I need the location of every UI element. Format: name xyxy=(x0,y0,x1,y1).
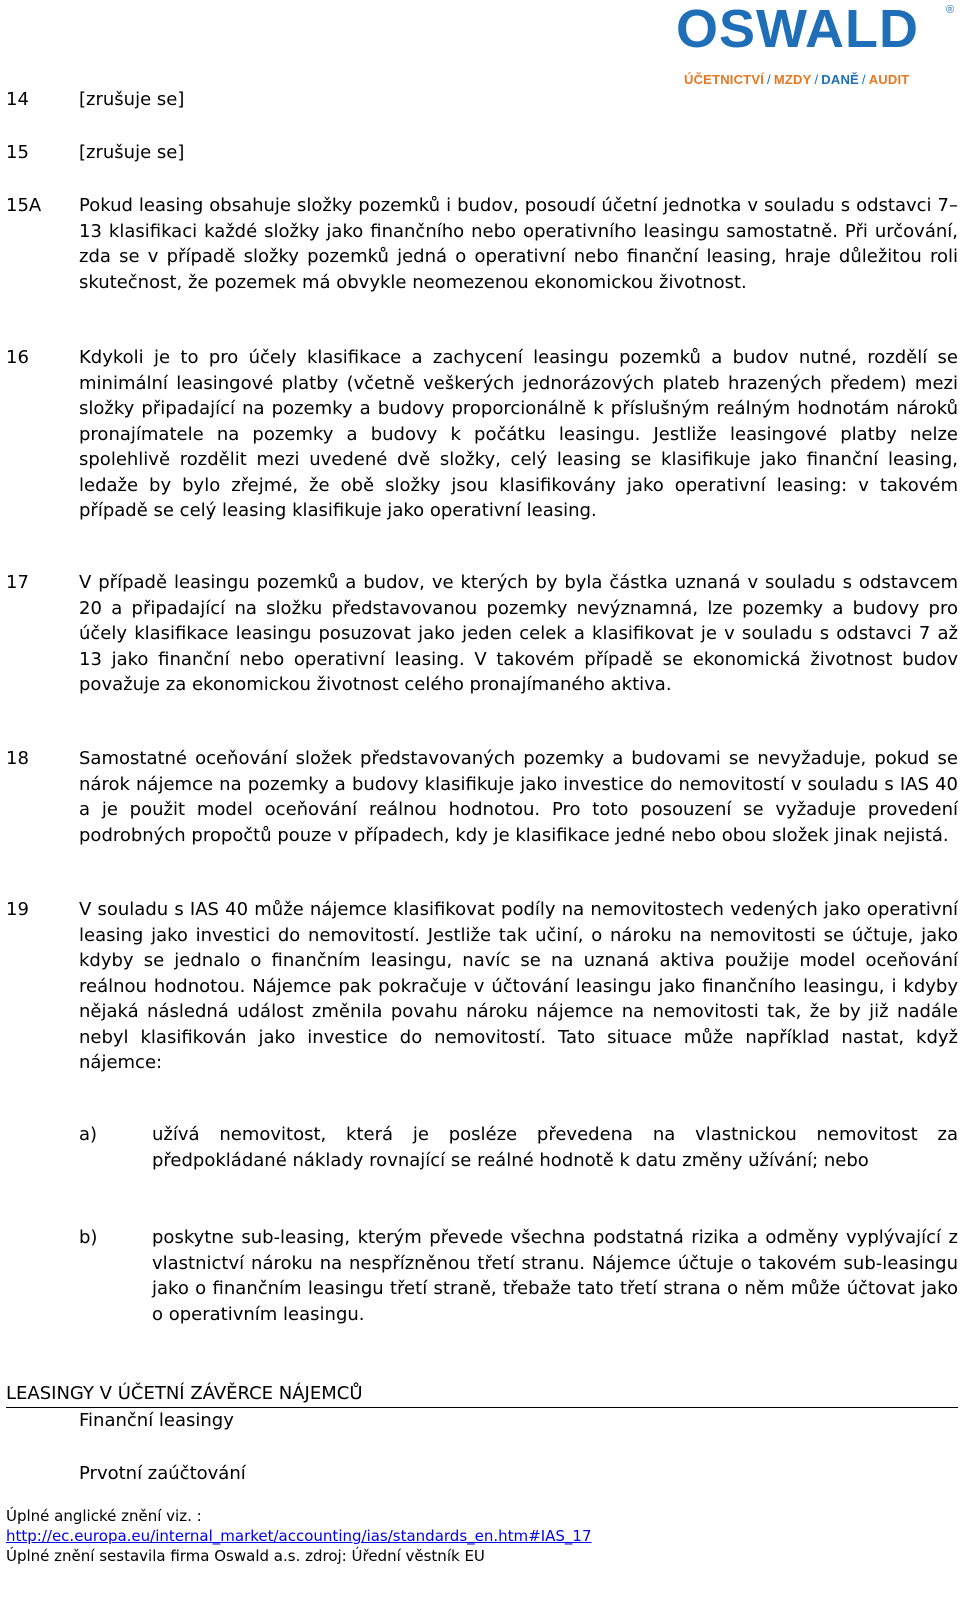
tagline-audit: AUDIT xyxy=(868,72,910,87)
section-heading: LEASINGY V ÚČETNÍ ZÁVĚRCE NÁJEMCŮ xyxy=(6,1381,958,1408)
footer-note: Úplné anglické znění viz. : xyxy=(6,1507,202,1525)
tagline-ucetnictvi: ÚČETNICTVÍ xyxy=(684,72,764,87)
tagline-mzdy: MZDY xyxy=(773,72,812,87)
footer-link[interactable]: http://ec.europa.eu/internal_market/accounting/ias/standards_en.htm#IAS_17 xyxy=(6,1527,592,1545)
paragraph-text: Pokud leasing obsahuje složky pozemků i budov, posoudí účetní jednotka v souladu s odstavci 7–13 klasifikaci každé složky jako finančního nebo operativního leasingu samostatně. Při určování, zda se v případě složky pozemků jedná o operativní nebo finanční leasing, hraje důležitou roli skutečnost, že pozemek má obvykle neomezenou ekonomickou životnost. xyxy=(79,195,958,293)
oswald-logo xyxy=(676,0,955,88)
sub-item-text: poskytne sub-leasing, kterým převede všechna podstatná rizika a odměny vyplývající z vlastnictví nároku na nespřízněnou třetí stranu. Nájemce účtuje o takovém sub-leasingu jako o finančním leasingu třetí straně, třebaže tato třetí strana o něm může účtovat jako o operativním leasingu. xyxy=(152,1227,958,1325)
paragraph-text: V případě leasingu pozemků a budov, ve kterých by byla částka uznaná v souladu s odstavcem 20 a připadající na složku představovanou pozemky nevýznamná, lze pozemky a budovy pro účely klasifikace leasingu posuzovat jako jeden celek a klasifikovat je v souladu s odstavci 7 až 13 jako finanční nebo operativní leasing. V takovém případě se ekonomická životnost budov považuje za ekonomickou životnost celého pronajímaného aktiva. xyxy=(79,572,958,695)
paragraph-number: 15A xyxy=(6,195,42,216)
paragraph-number: 18 xyxy=(6,748,29,769)
paragraph-15 xyxy=(6,140,958,166)
tagline-separator: / xyxy=(861,72,866,87)
paragraph-text: [zrušuje se] xyxy=(79,89,185,110)
paragraph-text: Kdykoli je to pro účely klasifikace a zachycení leasingu pozemků a budov nutné, rozdělí se minimální leasingové platby (včetně veškerých jednorázových plateb hrazených předem) mezi složky připadající na pozemky a budovy proporcionálně k příslušným reálným hodnotám nároků pronajímatele na pozemky a budovy k počátku leasingu. Jestliže leasingové platby nelze spolehlivě rozdělit mezi uvedené dvě složky, celý leasing se klasifikuje jako finanční leasing, ledaže by bylo zřejmé, že obě složky jsou klasifikovány jako operativní leasing: v takovém případě se celý leasing klasifikuje jako operativní leasing. xyxy=(79,347,958,521)
tagline-dane: DANĚ xyxy=(821,72,859,87)
logo-wordmark: OSWALD xyxy=(676,0,919,59)
paragraph-number: 19 xyxy=(6,899,29,920)
paragraph-16 xyxy=(6,345,958,524)
paragraph-number: 16 xyxy=(6,347,29,368)
sub-item-b xyxy=(79,1225,958,1327)
sub-item-text: užívá nemovitost, která je posléze převedena na vlastnickou nemovitost za předpokládané náklady rovnající se reálné hodnotě k datu změny užívání; nebo xyxy=(152,1124,958,1171)
subheading-prvotni-zauctovani: Prvotní zaúčtování xyxy=(79,1463,246,1484)
paragraph-15a xyxy=(6,193,958,295)
sub-item-label: a) xyxy=(79,1124,98,1145)
paragraph-19 xyxy=(6,897,958,1076)
paragraph-number: 14 xyxy=(6,89,29,110)
sub-item-label: b) xyxy=(79,1227,98,1248)
paragraph-number: 15 xyxy=(6,142,29,163)
tagline-separator: / xyxy=(814,72,819,87)
paragraph-number: 17 xyxy=(6,572,29,593)
paragraph-17 xyxy=(6,570,958,698)
registered-mark: ® xyxy=(946,4,955,16)
subheading-financni-leasingy: Finanční leasingy xyxy=(79,1410,234,1431)
sub-item-a xyxy=(79,1122,958,1173)
logo-tagline xyxy=(684,72,909,87)
footer-source: Úplné znění sestavila firma Oswald a.s. zdroj: Úřední věstník EU xyxy=(6,1547,485,1565)
paragraph-14 xyxy=(6,87,958,113)
paragraph-text: [zrušuje se] xyxy=(79,142,185,163)
tagline-separator: / xyxy=(767,72,771,87)
paragraph-18 xyxy=(6,746,958,848)
paragraph-text: Samostatné oceňování složek představovaných pozemky a budovami se nevyžaduje, pokud se nárok nájemce na pozemky a budovy klasifikuje jako investice do nemovitostí v souladu s IAS 40 a je použit model oceňování reálnou hodnotou. Pro toto posouzení se vyžaduje provedení podrobných propočtů pouze v případech, kdy je klasifikace jedné nebo obou složek jinak nejistá. xyxy=(79,748,958,846)
paragraph-text: V souladu s IAS 40 může nájemce klasifikovat podíly na nemovitostech vedených jako operativní leasing jako investici do nemovitostí. Jestliže tak učiní, o nároku na nemovitosti se účtuje, jako kdyby se jednalo o finančním leasingu, navíc se na uznaná aktiva použije model oceňování reálnou hodnotou. Nájemce pak pokračuje v účtování leasingu jako finančního leasingu, i kdyby nějaká následná událost změnila povahu nároku nájemce na nemovitosti tak, že by již nadále nebyl klasifikován jako investice do nemovitostí. Tato situace může například nastat, když nájemce: xyxy=(79,899,958,1073)
